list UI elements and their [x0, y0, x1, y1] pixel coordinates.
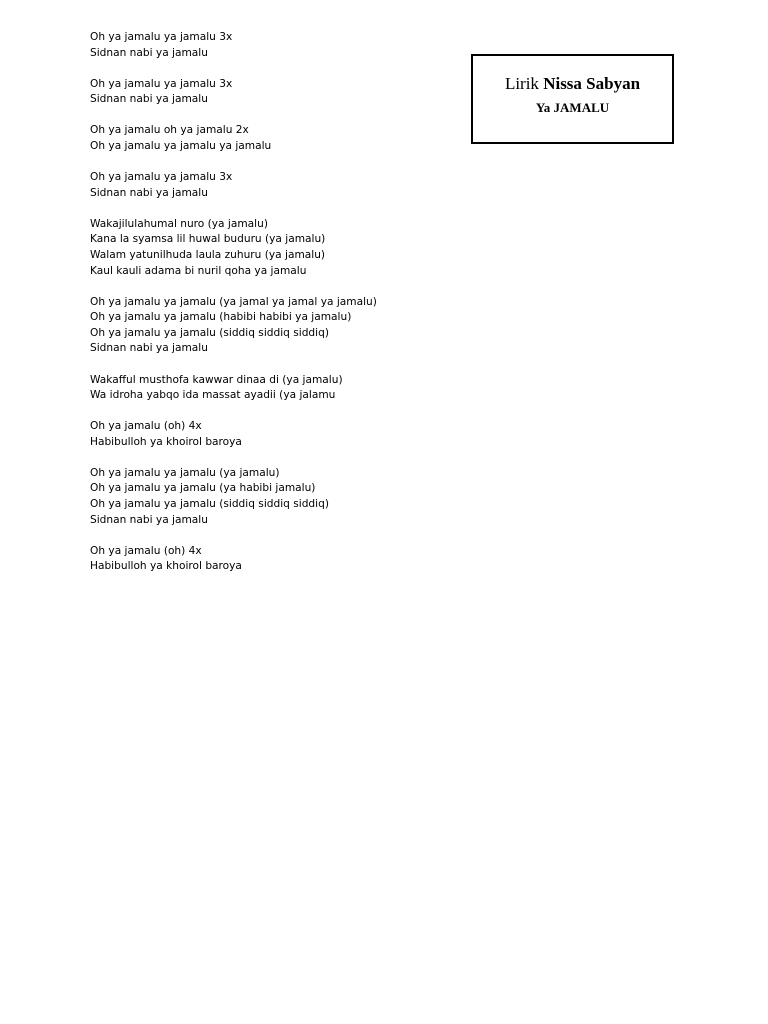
lyric-line: Sidnan nabi ya jamalu: [90, 93, 208, 106]
stanza-6: [90, 295, 450, 357]
stanza-5: [90, 217, 450, 279]
lyric-line: Walam yatunilhuda laula zuhuru (ya jamalu): [90, 248, 326, 261]
stanza-9: [90, 466, 450, 528]
lyric-line: Oh ya jamalu ya jamalu (ya habibi jamalu): [90, 482, 316, 495]
lyric-line: Oh ya jamalu ya jamalu (habibi habibi ya jamalu): [90, 311, 352, 324]
lyric-line: Sidnan nabi ya jamalu: [90, 186, 208, 199]
lyric-line: Oh ya jamalu ya jamalu (ya jamalu): [90, 466, 280, 479]
lyric-line: Oh ya jamalu ya jamalu ya jamalu: [90, 139, 272, 152]
lyric-line: Oh ya jamalu (oh) 4x: [90, 420, 202, 433]
stanza-2: [90, 77, 450, 108]
title-prefix: Lirik: [504, 74, 539, 93]
lyric-line: Oh ya jamalu oh ya jamalu 2x: [90, 124, 249, 137]
lyrics-body: [90, 30, 450, 590]
lyric-line: Wakafful musthofa kawwar dinaa di (ya jamalu): [90, 373, 343, 386]
lyric-line: Oh ya jamalu ya jamalu (siddiq siddiq siddiq): [90, 498, 329, 511]
stanza-10: [90, 544, 450, 575]
lyric-line: Oh ya jamalu (oh) 4x: [90, 544, 202, 557]
lyric-line: Sidnan nabi ya jamalu: [90, 513, 208, 526]
song-title-box: [471, 54, 674, 144]
stanza-7: [90, 373, 450, 404]
lyric-line: Oh ya jamalu ya jamalu 3x: [90, 171, 233, 184]
stanza-8: [90, 419, 450, 450]
lyric-line: Oh ya jamalu ya jamalu 3x: [90, 31, 233, 43]
song-title: Ya JAMALU: [535, 100, 610, 115]
lyric-line: Oh ya jamalu ya jamalu (siddiq siddiq siddiq): [90, 326, 329, 339]
lyric-line: Wakajilulahumal nuro (ya jamalu): [90, 217, 268, 230]
lyric-line: Oh ya jamalu ya jamalu 3x: [90, 77, 233, 90]
lyric-line: Sidnan nabi ya jamalu: [90, 46, 208, 59]
stanza-1: [90, 30, 450, 61]
lyric-line: Kaul kauli adama bi nuril qoha ya jamalu: [90, 264, 307, 277]
lyric-line: Wa idroha yabqo ida massat ayadii (ya jalamu: [90, 389, 336, 402]
lyric-line: Oh ya jamalu ya jamalu (ya jamal ya jamal ya jamalu): [90, 295, 377, 308]
lyric-line: Habibulloh ya khoirol baroya: [90, 560, 242, 573]
title-line: [473, 74, 672, 94]
artist-name: Nissa Sabyan: [543, 74, 641, 93]
lyric-line: Sidnan nabi ya jamalu: [90, 342, 208, 355]
lyric-line: Habibulloh ya khoirol baroya: [90, 435, 242, 448]
stanza-4: [90, 170, 450, 201]
lyric-line: Kana la syamsa lil huwal buduru (ya jamalu): [90, 233, 326, 246]
stanza-3: [90, 123, 450, 154]
